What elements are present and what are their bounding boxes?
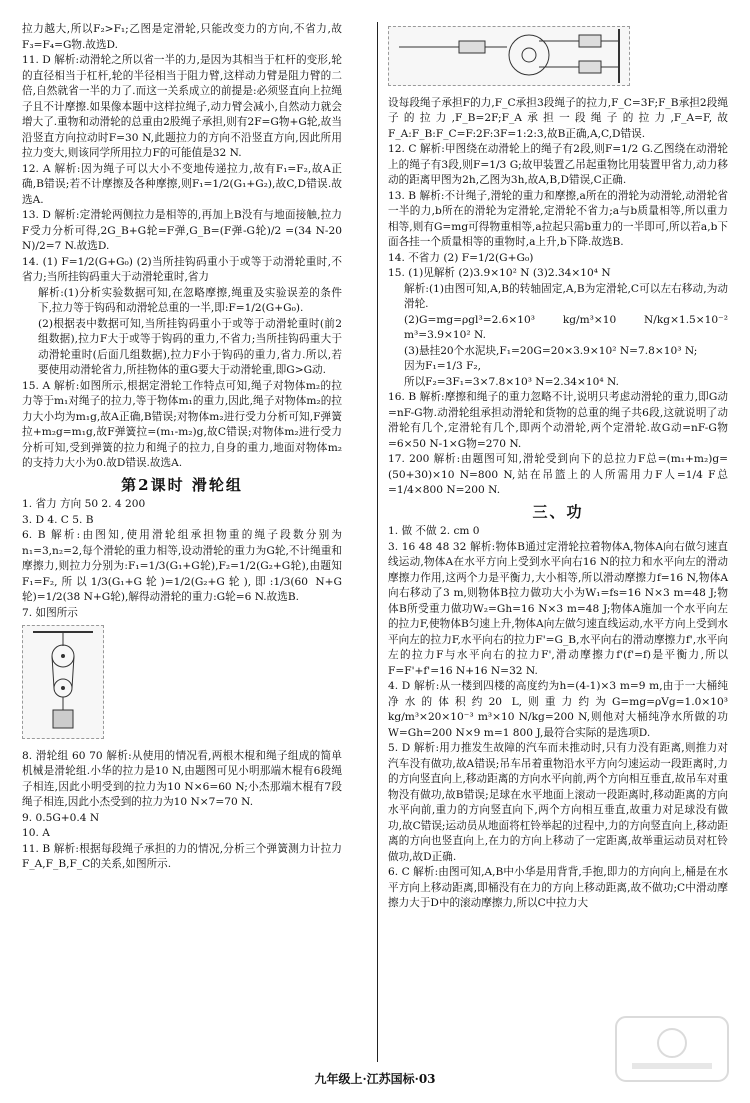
paragraph: 12. A 解析:因为绳子可以大小不变地传递拉力,故有F₁=F₂,故A正确,B错误;若不计摩擦及各种摩擦,则F₁=1/2(G₁+G₂),故C,D错误.故选A. [22,162,342,206]
paragraph: (3)悬挂20个水泥块,F₁=20G=20×3.9×10² N=7.8×10³ N; [404,344,698,357]
paragraph: 17. 200 解析:由题图可知,滑轮受到向下的总拉力F总=(m₁+m₂)g=(50+30)×10 N=800 N,站在吊篮上的人所需用力F人=1/4 F总=1/4×800 N=200 N. [388,453,728,496]
right-column [388,22,728,912]
paragraph: 设每段绳子承担F的力,F_C承担3段绳子的拉力,F_C=3F;F_B承担2段绳子的拉力,F_B=2F;F_A承担一段绳子的拉力,F_A=F,故F_A:F_B:F_C=F:2F:3F=1:2:3,故B正确,A,C,D错误. [388,96,728,140]
paragraph: 12. C 解析:甲图绕在动滑轮上的绳子有2段,则F=1/2 G.乙图绕在动滑轮上的绳子有3段,则F=1/3 G;故甲装置乙吊起重物比用装置甲省力,动力移动的距离甲图为2h,乙图为3h,故A,B,D错误,C正确. [388,143,728,186]
paragraph: (2)G=mg=ρgl³=2.6×10³ kg/m³×10 N/kg×1.5×10⁻² m³=3.9×10² N. [404,313,728,341]
paragraph: 解析:(1)分析实验数据可知,在忽略摩擦,绳重及实验误差的条件下,拉力等于钩码和动滑轮总重的一半,即:F=1/2(G+G₀). [38,286,342,314]
section-title: 三、功 [532,502,584,521]
paragraph: 14. 不省力 (2) F=1/2(G+G₀) [388,251,534,264]
paragraph: 1. 省力 方向 50 2. 4 200 [22,498,146,510]
paragraph: 7. 如图所示 [22,606,78,619]
paragraph: 解析:(1)由图可知,A,B的转轴固定,A,B为定滑轮,C可以左右移动,为动滑轮. [404,282,728,310]
column-divider [377,22,378,1062]
section-title: 第2课时 滑轮组 [121,475,243,494]
paragraph: 拉力越大,所以F₂>F₁;乙图是定滑轮,只能改变力的方向,不省力,故F₃=F₄=G物.故选D. [22,23,342,51]
watermark-logo [612,1013,732,1085]
paragraph: 4. D 解析:从一楼到四楼的高度约为h=(4-1)×3 m=9 m,由于一大桶纯净水的体积约20 L,则重力约为G=mg=ρVg=1.0×10³ kg/m³×20×10⁻³ m³×10 N/kg=200 N,则他对大桶纯净水所做的功W=Gh=200 N×9 m=1 800 J,最符合实际的是选项D. [388,680,728,739]
paragraph: 11. D 解析:动滑轮之所以省一半的力,是因为其相当于杠杆的变形,轮的直径相当于杠杆,轮的半径相当于阻力臂,这样动力臂是阻力臂的二倍,自然就省一半的力了.而这一关系成立的前提是:必须竖直向上拉绳子且不计摩擦.如果像本题中这样拉绳子,动力臂会减小,自然动力就会增大了.重物和动滑轮的总重由2股绳子承担,则有2F=G物+G轮,故当沿竖直方向拉动时F=30 N,此题拉力的方向不沿竖直方向,因此所用拉力变大,则该同学所用拉力F的可能值是32 N. [22,54,342,159]
paragraph: 6. B 解析:由图知,使用滑轮组承担物重的绳子段数分别为n₁=3,n₂=2,每个滑轮的重力相等,设动滑轮的重力为G轮,不计绳重和摩擦力,则拉力分别为:F₁=1/3(G₁+G轮),F₂=1/2(G₂+G轮),由题知F₁=F₂,所以1/3(G₁+G轮)=1/2(G₂+G轮),即:1/3(60 N+G轮)=1/2(38 N+G轮),解得动滑轮的重力:G轮=6 N.故选B. [22,529,342,603]
paragraph: 15. A 解析:如图所示,根据定滑轮工作特点可知,绳子对物体m₂的拉力等于m₁对绳子的拉力,等于物体m₁的重力,因此,绳子对物体m₂的拉力大小均为m₁g,故A正确,B错误;对物体m₂进行受力分析可知,F弹簧拉+m₂g=m₁g,故F弹簧拉=(m₁-m₂)g,故C错误;对物体m₂进行受力分析可知,受到弹簧的拉力和绳子的拉力,自身的重力,地面对物体m₂的支持力大小为0.故D错误.故选A. [22,379,342,469]
spring-scale-diagram [388,26,630,86]
paragraph: 9. 0.5G+0.4 N [22,811,100,824]
paragraph: (2)根据表中数据可知,当所挂钩码重小于或等于动滑轮重时(前2组数据),拉力F大于或等于钩码的重力,不省力;当所挂钩码重大于动滑轮重时(后面几组数据),拉力F小于钩码的重力,省力.所以,若要使用动滑轮省力,所挂物体的重G要大于动滑轮重,即G>G动. [38,317,342,376]
paragraph: 6. C 解析:由图可知,A,B中小华是用背背,手抱,即力的方向向上,桶是在水平方向上移动距离,即桶没有在力的方向上移动距离,故不做功;C中滑动摩擦力大于D中的滚动摩擦力,所以C中拉力大 [388,866,728,909]
paragraph: 8. 滑轮组 60 70 解析:从使用的情况看,两根木棍和绳子组成的简单机械是滑轮组.小华的拉力是10 N,由题图可见小明那端木棍有6段绳子相连,因此小明受到的拉力为10 N×6=60 N;小杰那端木棍有7段绳子相连,因此小杰受到的拉力为10 N×7=70 N. [22,749,342,808]
paragraph: 16. B 解析:摩擦和绳子的重力忽略不计,说明只考虑动滑轮的重力,即G动=nF-G物.动滑轮组承担动滑轮和货物的总重的绳子共6段,这就说明了动滑轮有几个,定滑轮有几个,即两个动滑轮,两个定滑轮.故G动=nF-G物=6×50 N-1×G物=270 N. [388,391,728,450]
paragraph: 3. 16 48 48 32 解析:物体B通过定滑轮拉着物体A,物体A向右做匀速直线运动,物体A在水平方向上受到水平向右16 N的拉力和水平向左的滑动摩擦力作用,这两个力是平衡力,大小相等,所以滑动摩擦力f=16 N,物体A向右移动了3 m,则物体B拉力做功大小为W₁=fs=16 N×3 m=48 J;物体B所受重力做功W₂=Gh=16 N×3 m=48 J;物体A施加一个水平向左的拉力F,使物体B匀速上升,物体A向左做匀速直线运动,水平方向上受到水平向左的拉力F,水平向右的拉力F'=G_B,水平向右的滑动摩擦力f',水平向左的拉力F与水平向右的拉力F',滑动摩擦力f'(f'=f)是平衡力,所以F=F'+f'=16 N+16 N=32 N. [388,540,728,677]
paragraph: 10. A [22,827,50,839]
pulley-diagram [22,625,104,739]
paragraph: 因为F₁=1/3 F₂, [404,360,482,372]
paragraph: 11. B 解析:根据每段绳子承担的力的情况,分析三个弹簧测力计拉力F_A,F_B,F_C的关系,如图所示. [22,842,342,870]
paragraph: 15. (1)见解析 (2)3.9×10² N (3)2.34×10⁴ N [388,267,611,279]
left-column [22,22,342,873]
paragraph: 14. (1) F=1/2(G+G₀) (2)当所挂钩码重小于或等于动滑轮重时,不省力;当所挂钩码重大于动滑轮重时,省力 [22,255,342,283]
paragraph: 所以F₂=3F₁=3×7.8×10³ N=2.34×10⁴ N. [404,375,619,388]
paragraph: 1. 做 不做 2. cm 0 [388,525,480,537]
paragraph: 13. B 解析:不计绳子,滑轮的重力和摩擦,a所在的滑轮为动滑轮,动滑轮省一半的力,b所在的滑轮为定滑轮,定滑轮不省力;a与b质量相等,所以重力相等,则有G=mg可得物重相等,a拉起只需b重力的一半即可,所以若a,b下面各挂一个质量相等的重物时,a上升,b下降.故选B. [388,189,728,248]
paragraph: 3. D 4. C 5. B [22,513,94,526]
paragraph: 13. D 解析:定滑轮两侧拉力是相等的,再加上B没有与地面接触,拉力F受力分析可得,2G_B+G轮=F弹,G_B=(F弹-G轮)/2 =(34 N-20 N)/2=7 N.故选D. [22,209,342,252]
paragraph: 5. D 解析:用力推发生故障的汽车而未推动时,只有力没有距离,则推力对汽车没有做功,故A错误;吊车吊着重物沿水平方向匀速运动一段距离时,力的方向竖直向上,移动距离的方向水平向前,两个方向相互垂直,故吊车对重物没有做功,故B错误;足球在水平地面上滚动一段距离时,移动距离的方向水平向前,重力的方向竖直向下,两个方向相互垂直,故重力对足球没有做功,故C错误;运动员从地面将杠铃举起的过程中,力的方向竖直向上,移动距离的方向也竖直向上,在力的方向上移动了一定距离,故举重运动员对杠铃做功,故D正确. [388,742,728,863]
page-footer: 九年级上·江苏国标·03 [314,1072,436,1086]
